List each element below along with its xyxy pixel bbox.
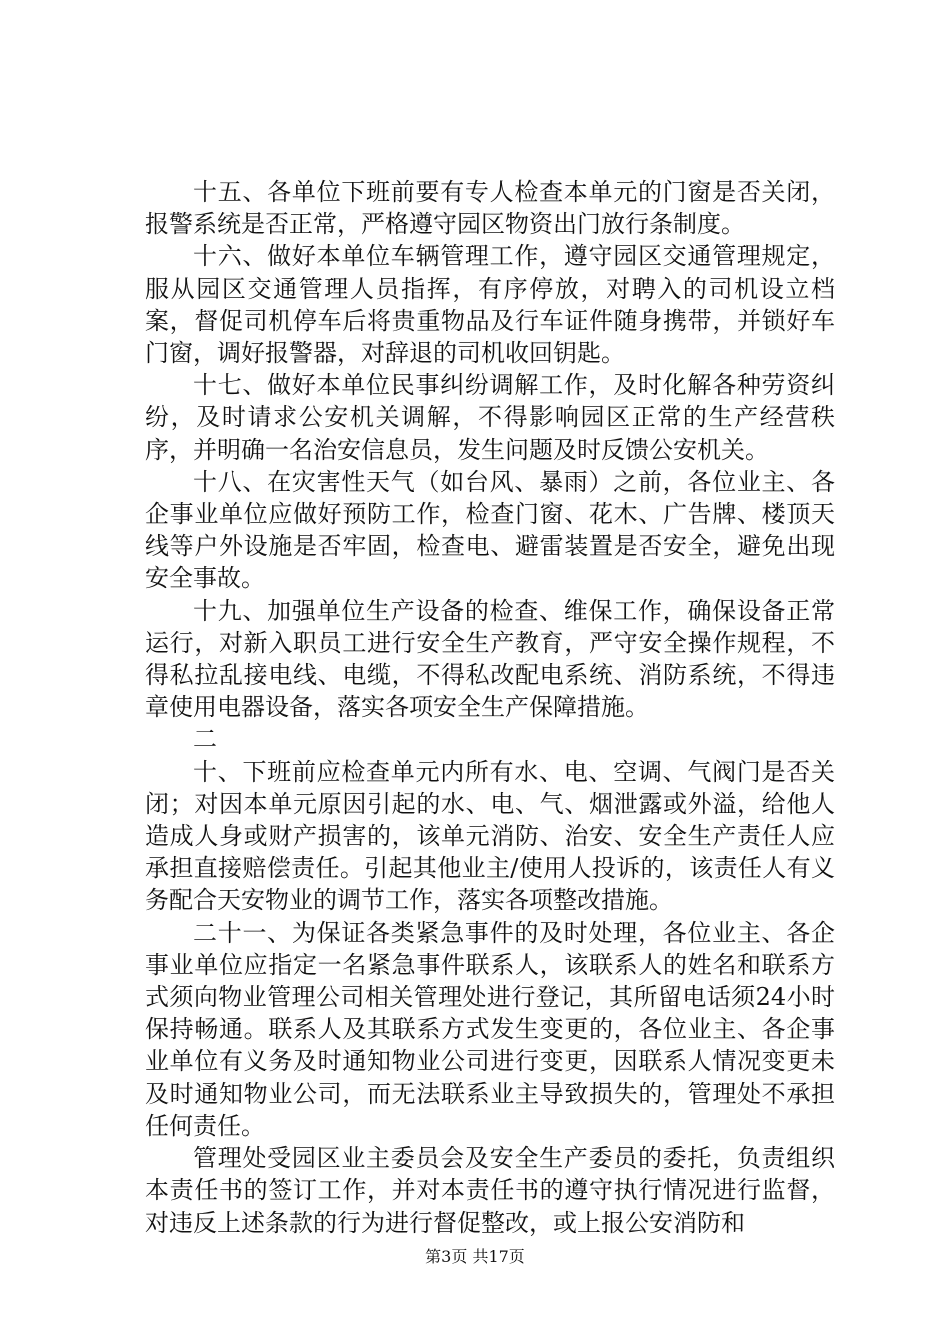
page-number: 第3页 共17页 <box>425 1247 525 1266</box>
paragraph-19: 十九、加强单位生产设备的检查、维保工作，确保设备正常运行，对新入职员工进行安全生产教育，严守安全操作规程，不得私拉乱接电线、电缆，不得私改配电系统、消防系统，不得违章使用电器设备，落实各项安全生产保障措施。 <box>145 596 835 722</box>
paragraph-20: 十、下班前应检查单元内所有水、电、空调、气阀门是否关闭；对因本单元原因引起的水、电、气、烟泄露或外溢，给他人造成人身或财产损害的，该单元消防、治安、安全生产责任人应承担直接赔偿责任。引起其他业主/使用人投诉的，该责任人有义务配合天安物业的调节工作，落实各项整改措施。 <box>145 757 835 915</box>
paragraph-16: 十六、做好本单位车辆管理工作，遵守园区交通管理规定，服从园区交通管理人员指挥，有序停放，对聘入的司机设立档案，督促司机停车后将贵重物品及行车证件随身携带，并锁好车门窗，调好报警器，对辞退的司机收回钥匙。 <box>145 242 835 368</box>
paragraph-management: 管理处受园区业主委员会及安全生产委员的委托，负责组织本责任书的签订工作，并对本责任书的遵守执行情况进行监督，对违反上述条款的行为进行督促整改，或上报公安消防和 <box>145 1144 835 1237</box>
body-text <box>145 176 835 1239</box>
paragraph-15: 十五、各单位下班前要有专人检查本单元的门窗是否关闭，报警系统是否正常，严格遵守园区物资出门放行条制度。 <box>145 178 835 239</box>
paragraph-17: 十七、做好本单位民事纠纷调解工作，及时化解各种劳资纠纷，及时请求公安机关调解，不得影响园区正常的生产经营秩序，并明确一名治安信息员，发生问题及时反馈公安机关。 <box>145 371 835 464</box>
paragraph-21: 二十一、为保证各类紧急事件的及时处理，各位业主、各企事业单位应指定一名紧急事件联系人，该联系人的姓名和联系方式须向物业管理公司相关管理处进行登记，其所留电话须24小时保持畅通。联系人及其联系方式发生变更的，各位业主、各企事业单位有义务及时通知物业公司进行变更，因联系人情况变更未及时通知物业公司，而无法联系业主导致损失的，管理处不承担任何责任。 <box>145 918 835 1140</box>
paragraph-20-heading: 二 <box>193 725 217 754</box>
paragraph-18: 十八、在灾害性天气（如台风、暴雨）之前，各位业主、各企事业单位应做好预防工作，检查门窗、花木、广告牌、楼顶天线等户外设施是否牢固，检查电、避雷装置是否安全，避免出现安全事故。 <box>145 467 835 593</box>
